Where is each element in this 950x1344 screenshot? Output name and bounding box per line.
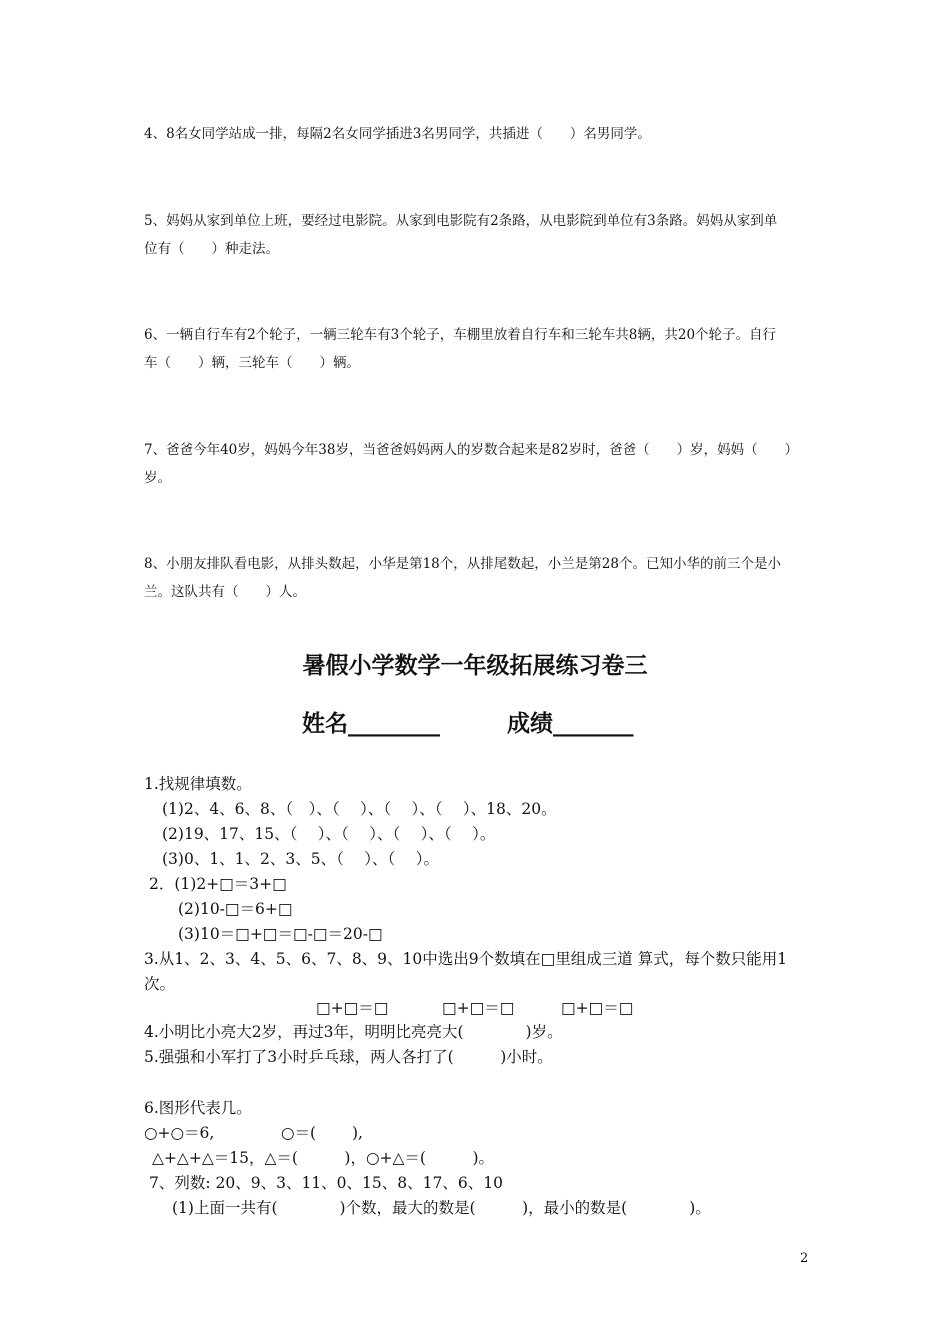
section-2-item-1: 2．(1)2+□＝3+□ [149,875,287,893]
question-6-line-2: 车（ ）辆，三轮车（ ）辆。 [144,355,360,371]
section-5-line: 5.强强和小军打了3小时乒乓球，两人各打了( )小时。 [144,1048,553,1066]
section-4-line: 4.小明比小亮大2岁，再过3年，明明比亮亮大( )岁。 [144,1023,563,1041]
section-6-heading: 6.图形代表几。 [144,1099,252,1117]
name-label: 姓名________ [302,711,440,737]
section-1-item-1: (1)2、4、6、8、（ ）、（ ）、（ ）、（ ）、18、20。 [162,800,557,818]
section-3-line-2: 次。 [144,975,176,993]
score-label: 成绩_______ [507,711,634,737]
section-3-equation-2: □+□＝□ [442,999,515,1017]
section-6-circle-sum: ○+○＝6, [144,1124,215,1142]
section-7-heading: 7、列数: 20、9、3、11、0、15、8、17、6、10 [149,1174,503,1192]
worksheet-title: 暑假小学数学一年级拓展练习卷三 [302,653,648,679]
section-2-item-3: (3)10＝□+□＝□-□＝20-□ [178,925,383,943]
question-6-line-1: 6、一辆自行车有2个轮子，一辆三轮车有3个轮子，车棚里放着自行车和三轮车共8辆，共20个轮子。自行 [144,327,777,343]
section-7-item-1: (1)上面一共有( )个数，最大的数是( )，最小的数是( )。 [172,1199,711,1217]
section-1-item-3: (3)0、1、1、2、3、5、（ ）、（ ）。 [162,850,439,868]
section-6-triangle-line: △+△+△＝15，△＝( )，○+△＝( )。 [152,1149,494,1167]
section-3-line-1: 3.从1、2、3、4、5、6、7、8、9、10中选出9个数填在□里组成三道 算式，每个数只能用1 [144,950,788,968]
question-7-line-1: 7、爸爸今年40岁，妈妈今年38岁，当爸爸妈妈两人的岁数合起来是82岁时，爸爸（ ）岁，妈妈（ ） [144,442,799,458]
question-8-line-2: 兰。这队共有（ ）人。 [144,584,306,600]
question-8-line-1: 8、小朋友排队看电影，从排头数起，小华是第18个，从排尾数起，小兰是第28个。已知小华的前三个是小 [144,556,781,572]
question-5-line-1: 5、妈妈从家到单位上班，要经过电影院。从家到电影院有2条路，从电影院到单位有3条路。妈妈从家到单 [144,213,778,229]
page-number: 2 [800,1251,809,1266]
question-7-line-2: 岁。 [144,470,171,486]
section-6-circle-value: ○＝( ), [281,1124,363,1142]
section-3-equation-1: □+□＝□ [316,999,389,1017]
section-2-item-2: (2)10-□＝6+□ [178,900,293,918]
section-3-equation-3: □+□＝□ [561,999,634,1017]
section-1-heading: 1.找规律填数。 [144,775,252,793]
question-4-line-1: 4、8名女同学站成一排，每隔2名女同学插进3名男同学，共插进（ ）名男同学。 [144,126,651,142]
question-5-line-2: 位有（ ）种走法。 [144,241,279,257]
section-1-item-2: (2)19、17、15、（ ）、（ ）、（ ）、（ ）。 [162,825,496,843]
